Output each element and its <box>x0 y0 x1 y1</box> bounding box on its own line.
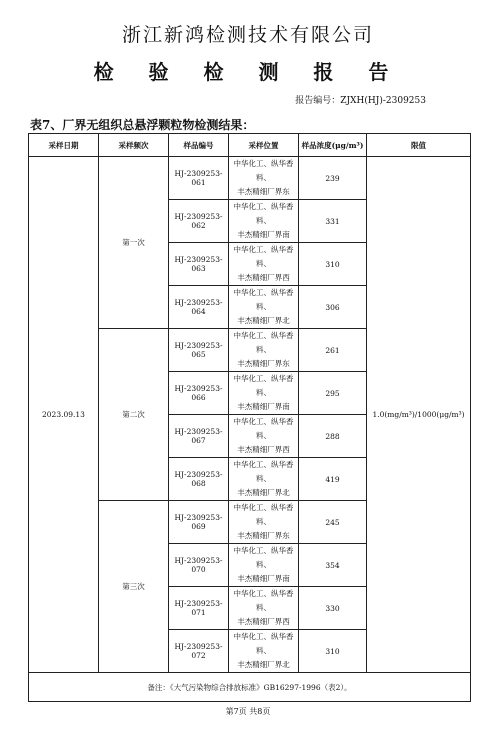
table-title: 表7、厂界无组织总悬浮颗粒物检测结果： <box>30 118 255 132</box>
sampling-location <box>229 200 299 243</box>
concentration-value: 310 <box>299 243 367 286</box>
table-row <box>29 157 471 200</box>
header-sample-id: 样品编号 <box>169 134 229 157</box>
sampling-location <box>229 157 299 200</box>
header-location: 采样位置 <box>229 134 299 157</box>
sampling-location <box>229 243 299 286</box>
location-line-2: 丰杰精细厂界南 <box>237 402 290 411</box>
table-body <box>29 157 471 673</box>
location-line-1: 中华化工、纵华香料、 <box>233 632 294 655</box>
sample-id: HJ-2309253-062 <box>169 200 229 243</box>
concentration-value: 331 <box>299 200 367 243</box>
location-line-2: 丰杰精细厂界北 <box>237 316 290 325</box>
sampling-location <box>229 630 299 673</box>
sample-id: HJ-2309253-063 <box>169 243 229 286</box>
sampling-frequency: 第二次 <box>99 329 169 501</box>
company-name: 浙江新鸿检测技术有限公司 <box>121 24 374 46</box>
sample-id: HJ-2309253-066 <box>169 372 229 415</box>
location-line-1: 中华化工、纵华香料、 <box>233 202 294 225</box>
limit-value: 1.0(mg/m³)/1000(μg/m³) <box>367 157 471 673</box>
table-header-row <box>29 134 471 157</box>
report-title: 检 验 检 测 报 告 <box>93 60 403 84</box>
concentration-value: 310 <box>299 630 367 673</box>
sample-id: HJ-2309253-061 <box>169 157 229 200</box>
sample-id: HJ-2309253-065 <box>169 329 229 372</box>
location-line-2: 丰杰精细厂界西 <box>237 273 290 282</box>
header-frequency: 采样频次 <box>99 134 169 157</box>
report-number: 报告编号：ZJXH(HJ)-2309253 <box>295 96 426 106</box>
sample-id: HJ-2309253-069 <box>169 501 229 544</box>
sampling-location <box>229 372 299 415</box>
sampling-date: 2023.09.13 <box>29 157 99 673</box>
header-limit: 限值 <box>367 134 471 157</box>
sampling-location <box>229 329 299 372</box>
sample-id: HJ-2309253-072 <box>169 630 229 673</box>
location-line-2: 丰杰精细厂界南 <box>237 574 290 583</box>
location-line-2: 丰杰精细厂界北 <box>237 488 290 497</box>
concentration-value: 419 <box>299 458 367 501</box>
note-row <box>29 673 471 702</box>
concentration-value: 295 <box>299 372 367 415</box>
sampling-frequency: 第一次 <box>99 157 169 329</box>
sampling-location <box>229 544 299 587</box>
sampling-location <box>229 286 299 329</box>
location-line-1: 中华化工、纵华香料、 <box>233 589 294 612</box>
location-line-1: 中华化工、纵华香料、 <box>233 288 294 311</box>
header-concentration: 样品浓度(μg/m³) <box>299 134 367 157</box>
sampling-location <box>229 458 299 501</box>
location-line-2: 丰杰精细厂界西 <box>237 617 290 626</box>
location-line-1: 中华化工、纵华香料、 <box>233 460 294 483</box>
note-text: 备注：《大气污染物综合排放标准》GB16297-1996（表2）。 <box>29 673 471 702</box>
concentration-value: 245 <box>299 501 367 544</box>
sampling-frequency: 第三次 <box>99 501 169 673</box>
page-number: 第7页 共8页 <box>225 707 271 716</box>
concentration-value: 354 <box>299 544 367 587</box>
concentration-value: 239 <box>299 157 367 200</box>
location-line-2: 丰杰精细厂界东 <box>237 359 290 368</box>
sample-id: HJ-2309253-067 <box>169 415 229 458</box>
header-date: 采样日期 <box>29 134 99 157</box>
location-line-1: 中华化工、纵华香料、 <box>233 331 294 354</box>
concentration-value: 330 <box>299 587 367 630</box>
location-line-1: 中华化工、纵华香料、 <box>233 245 294 268</box>
sampling-location <box>229 415 299 458</box>
sample-id: HJ-2309253-071 <box>169 587 229 630</box>
location-line-1: 中华化工、纵华香料、 <box>233 546 294 569</box>
sample-id: HJ-2309253-070 <box>169 544 229 587</box>
sample-id: HJ-2309253-068 <box>169 458 229 501</box>
concentration-value: 288 <box>299 415 367 458</box>
sampling-location <box>229 587 299 630</box>
concentration-value: 306 <box>299 286 367 329</box>
location-line-2: 丰杰精细厂界南 <box>237 230 290 239</box>
location-line-2: 丰杰精细厂界西 <box>237 445 290 454</box>
location-line-1: 中华化工、纵华香料、 <box>233 503 294 526</box>
sampling-location <box>229 501 299 544</box>
location-line-2: 丰杰精细厂界北 <box>237 660 290 669</box>
location-line-1: 中华化工、纵华香料、 <box>233 417 294 440</box>
concentration-value: 261 <box>299 329 367 372</box>
location-line-2: 丰杰精细厂界东 <box>237 187 290 196</box>
sample-id: HJ-2309253-064 <box>169 286 229 329</box>
location-line-1: 中华化工、纵华香料、 <box>233 159 294 182</box>
location-line-1: 中华化工、纵华香料、 <box>233 374 294 397</box>
location-line-2: 丰杰精细厂界东 <box>237 531 290 540</box>
results-table <box>28 133 471 702</box>
